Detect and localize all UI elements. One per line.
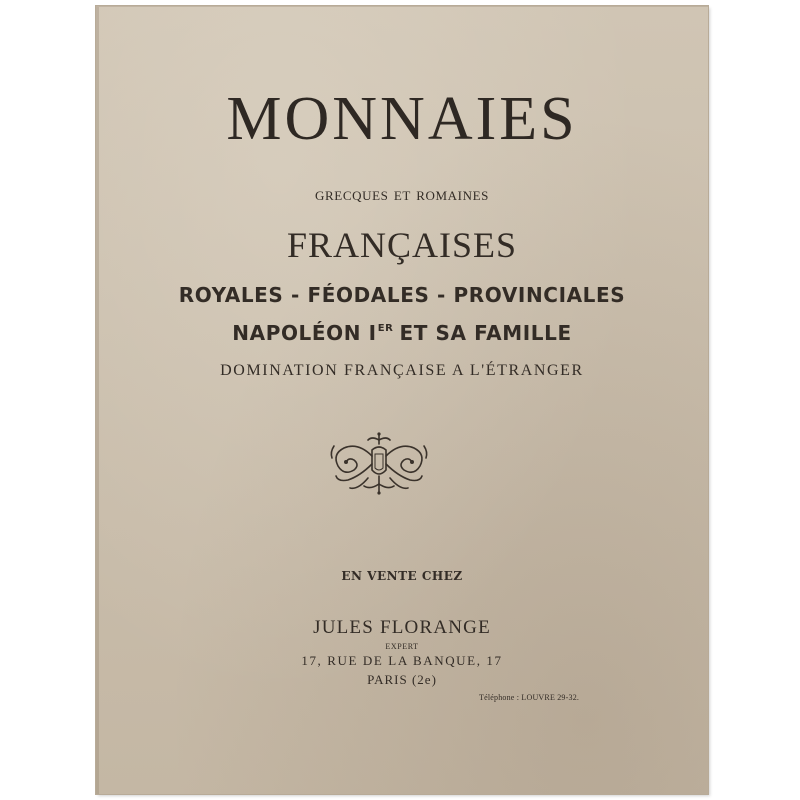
subtitle-royales-feodales: ROYALES - FÉODALES - PROVINCIALES bbox=[178, 283, 626, 307]
sale-label: EN VENTE CHEZ bbox=[341, 569, 463, 583]
seller-city: PARIS (2e) bbox=[367, 672, 437, 687]
fleuron-ornament-icon bbox=[328, 432, 430, 498]
cover-title: MONNAIES bbox=[226, 85, 578, 153]
subtitle-francaises: FRANÇAISES bbox=[286, 225, 518, 265]
napoleon-text: NAPOLÉON I bbox=[232, 321, 377, 345]
catalog-cover-page bbox=[96, 6, 708, 794]
napoleon-ordinal: ER bbox=[377, 323, 394, 334]
seller-title: EXPERT bbox=[385, 642, 419, 651]
famille-text: ET SA FAMILLE bbox=[399, 321, 572, 345]
subtitle-domination: DOMINATION FRANÇAISE A L'ÉTRANGER bbox=[220, 362, 584, 379]
seller-phone: Téléphone : LOUVRE 29-32. bbox=[479, 693, 580, 702]
subtitle-napoleon bbox=[96, 321, 708, 345]
subtitle-greek-roman: grecques et romaines bbox=[315, 184, 489, 205]
seller-address: 17, RUE DE LA BANQUE, 17 bbox=[301, 653, 503, 668]
seller-name: JULES FLORANGE bbox=[313, 617, 491, 638]
